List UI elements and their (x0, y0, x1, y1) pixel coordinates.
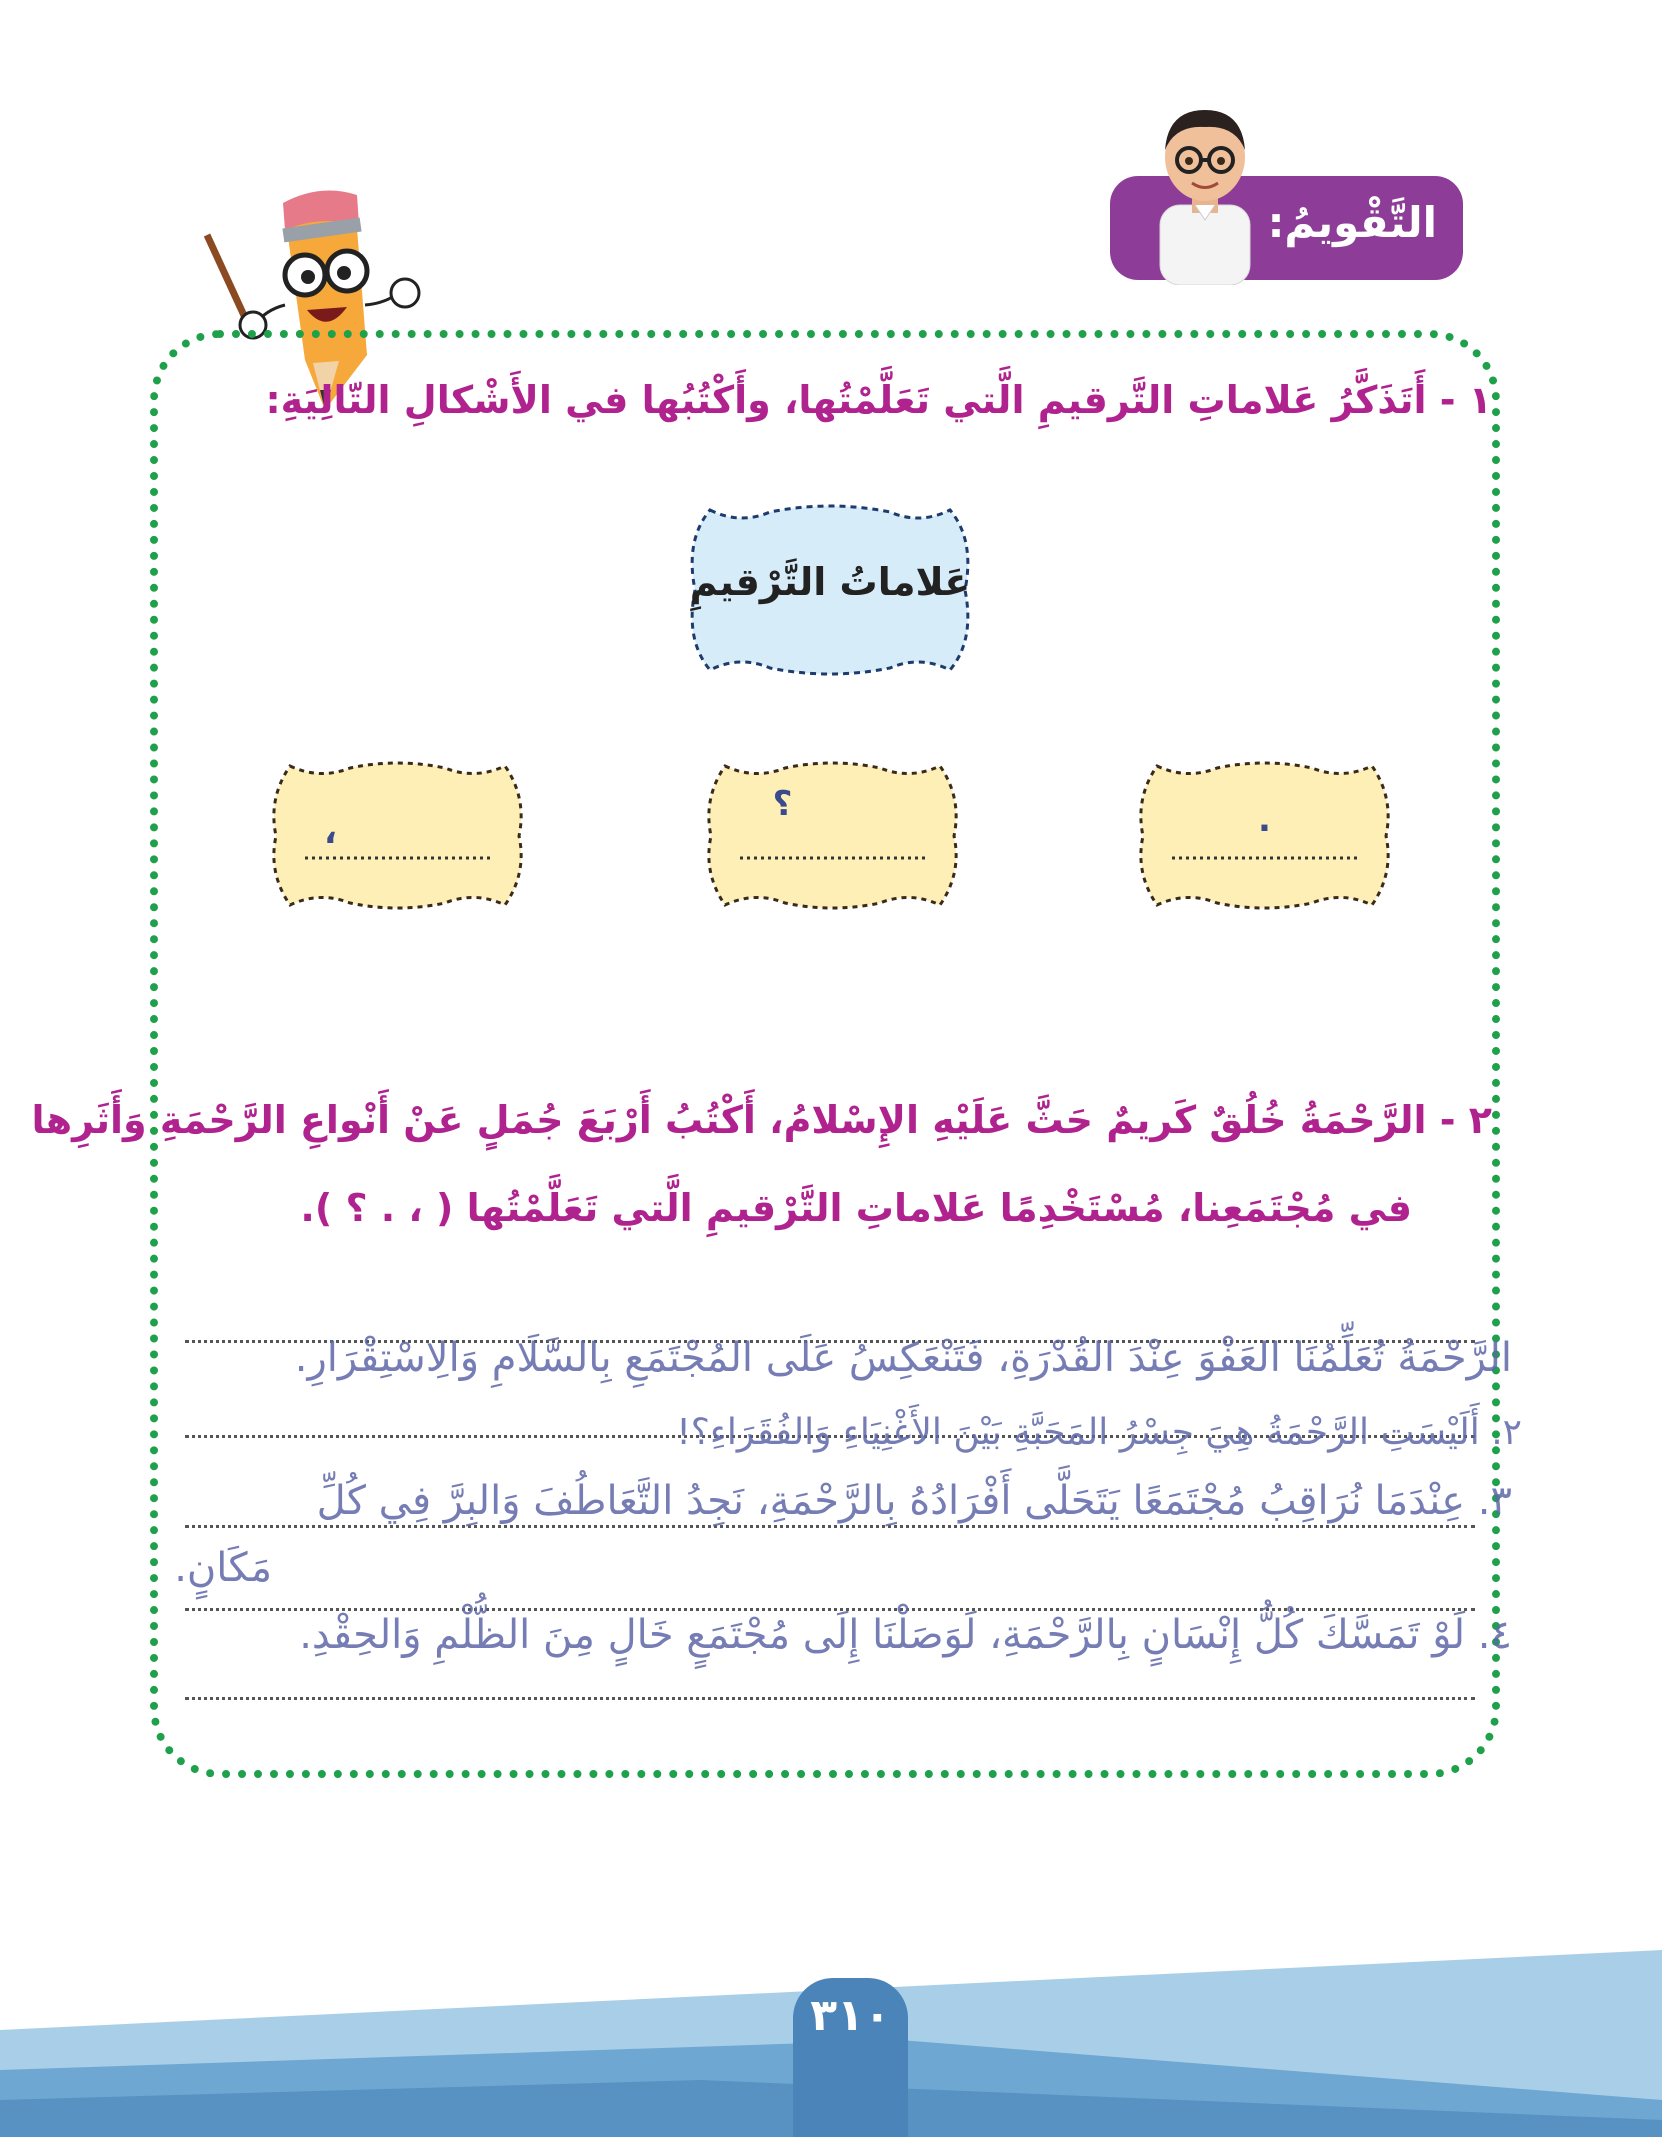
box-mark-question: ؟ (772, 784, 793, 824)
question-2-prompt-line-2: في مُجْتَمَعِنا، مُسْتَخْدِمًا عَلاماتِ التَّرْقيمِ الَّتي تَعَلَّمْتُها ( ، . ؟ ). (300, 1186, 1412, 1230)
punctuation-marks-label: عَلاماتُ التَّرْقيمِ (689, 560, 971, 604)
question-2-prompt-line-1: ٢ - الرَّحْمَةُ خُلُقٌ كَريمٌ حَثَّ عَلَيْهِ الإِسْلامُ، أَكْتُبُ أَرْبَعَ جُمَلٍ عَنْ أَنْواعِ الرَّحْمَةِ وَأَثَرِها (31, 1098, 1492, 1142)
section-title: التَّقْويمُ: (1267, 198, 1437, 247)
answer-box-question (700, 758, 965, 913)
box-mark-period: . (1258, 800, 1271, 840)
answer-line-2: ٢. أَلَيْسَتِ الرَّحْمَةُ هِيَ جِسْرُ المَحَبَّةِ بَيْنَ الأَغْنِيَاءِ وَالفُقَرَاءِ؟! (676, 1412, 1522, 1453)
answer-line-3: ٣. عِنْدَمَا نُرَاقِبُ مُجْتَمَعًا يَتَحَلَّى أَفْرَادُهُ بِالرَّحْمَةِ، نَجِدُ التَّعَاطُفَ وَالبِرَّ فِي كُلِّ (316, 1478, 1512, 1524)
question-1-prompt: ١ - أَتَذَكَّرُ عَلاماتِ التَّرقيمِ الَّتي تَعَلَّمْتُها، وأَكْتُبُها في الأَشْكالِ التّالِيَةِ: (265, 378, 1492, 422)
writing-line (185, 1525, 1475, 1528)
writing-line (185, 1608, 1475, 1611)
answer-line-3-continued: مَكَانٍ. (174, 1545, 272, 1591)
boy-avatar (1140, 95, 1270, 285)
answer-line-1: الرَّحْمَةُ تُعَلِّمُنَا العَفْوَ عِنْدَ القُدْرَةِ، فَتَنْعَكِسُ عَلَى المُجْتَمَعِ بِالسَّلَامِ وَالِاسْتِقْرَارِ. (294, 1335, 1512, 1381)
answer-line-4: ٤. لَوْ تَمَسَّكَ كُلُّ إِنْسَانٍ بِالرَّحْمَةِ، لَوَصَلْنَا إِلَى مُجْتَمَعٍ خَالٍ مِنَ الظُّلْمِ وَالحِقْدِ. (299, 1612, 1512, 1658)
writing-line (185, 1697, 1475, 1700)
page-number: ٣١٠ (810, 1990, 891, 2041)
box-mark-comma: ، (324, 812, 337, 852)
